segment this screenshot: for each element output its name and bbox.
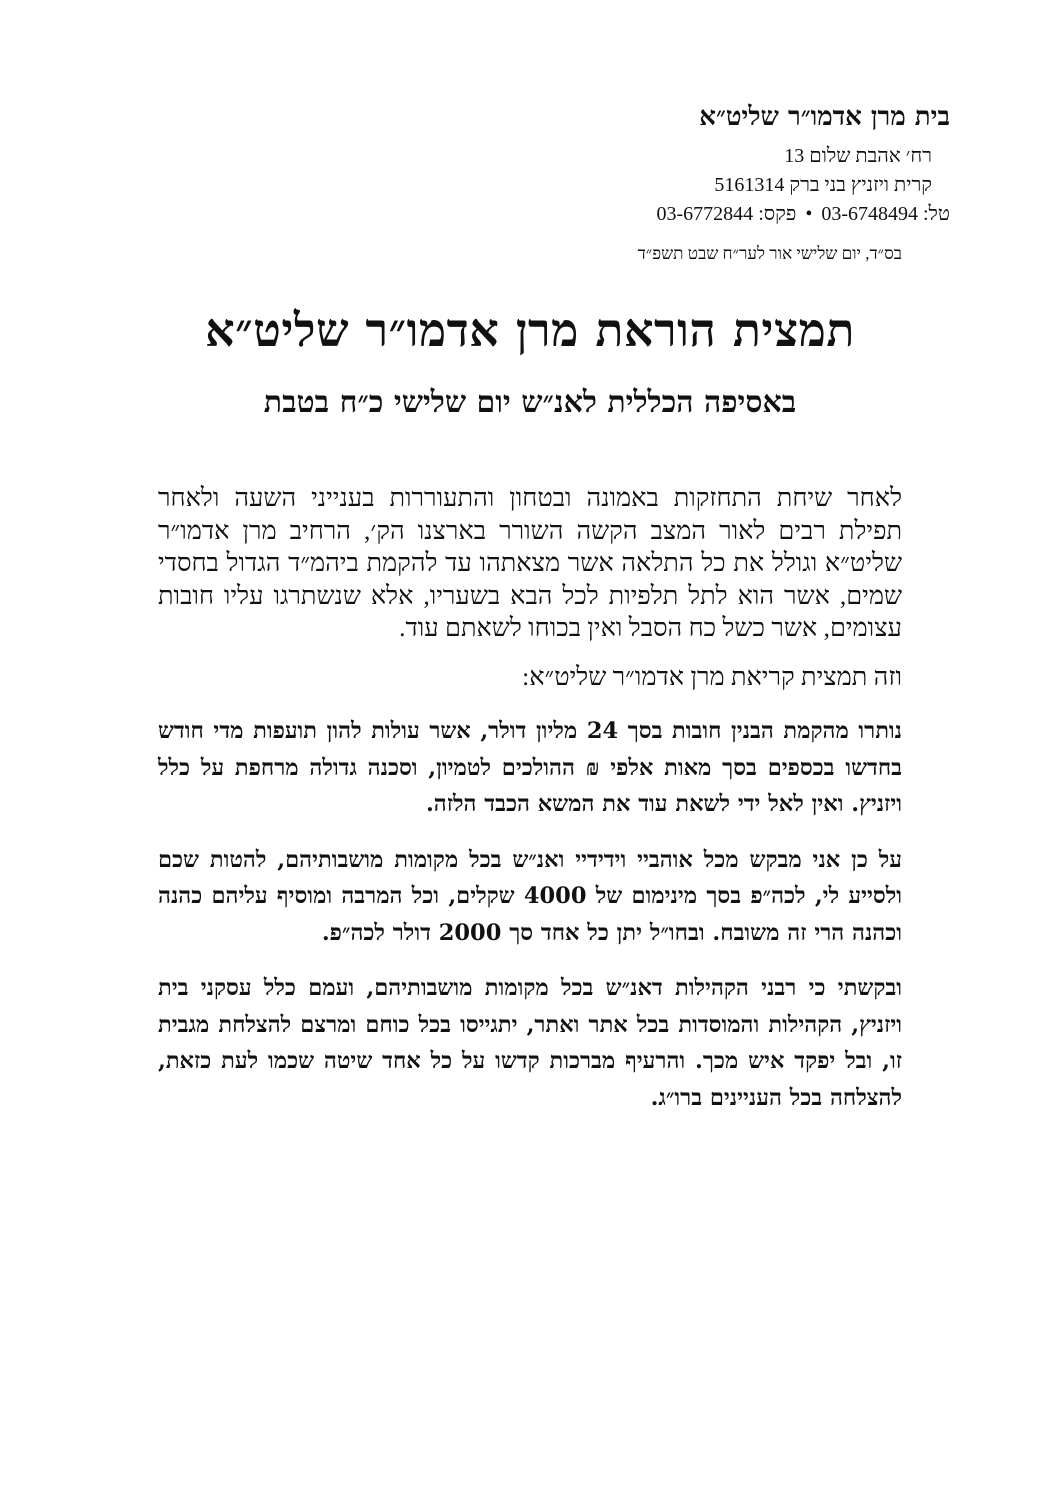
paragraph-call-heading: וזה תמצית קריאת מרן אדמו״ר שליט״א: (522, 661, 902, 691)
page-title: תמצית הוראת מרן אדמו״ר שליט״א (205, 303, 855, 357)
paragraph-blessing: ובקשתי כי רבני הקהילות דאנ״ש בכל מקומות מושבותיהם, ועמם כלל עסקני בית ויזניץ, הקהילות והמוסדות בכל אתר ואתר, יתגייסו בכל כוחם ומרצם להצלחת מגבית זו, ובל יפקד איש מכך. והרעיף מברכות קדשו על כל אחד שיטה שכמו לעת כזאת, להצלחה בכל העניינים ברו״ג. (158, 975, 902, 1111)
letterhead-contact (530, 200, 950, 229)
fax-label: פקס: (758, 203, 797, 225)
contact-separator: • (805, 203, 813, 225)
letterhead-city: קרית ויזניץ בני ברק 5161314 (714, 174, 932, 196)
page-subtitle: באסיפה הכללית לאנ״ש יום שלישי כ״ח בטבת (263, 385, 797, 420)
paragraph-intro: לאחר שיחת התחזקות באמונה ובטחון והתעוררות בענייני השעה ולאחר תפילת רבים לאור המצב הקשה השורר בארצנו הק׳, הרחיב מרן אדמו״ר שליט״א וגולל את כל התלאה אשר מצאתהו עד להקמת ביהמ״ד הגדול בחסדי שמים, אשר הוא לתל תלפיות לכל הבא בשעריו, אלא שנשתרגו עליו חובות עצומים, אשר כשל כח הסבל ואין בכוחו לשאתם עוד. (158, 483, 902, 642)
letter-body (158, 482, 902, 1116)
phone-label: טל: (923, 203, 950, 225)
letterhead (530, 100, 950, 229)
letterhead-name: בית מרן אדמו״ר שליט״א (699, 102, 950, 132)
dateline: בס״ד, יום שלישי אור לער״ח שבט תשפ״ד (637, 244, 902, 263)
fax-number: 03-6772844 (656, 203, 754, 225)
paragraph-debt: נותרו מהקמת הבנין חובות בסך 24 מליון דולר, אשר עולות להון תועפות מדי חודש בחדשו בכספים בסך מאות אלפי ₪ ההולכים לטמיון, וסכנה גדולה מרחפת על כלל ויזניץ. ואין לאל ידי לשאת עוד את המשא הכבד הלזה. (158, 718, 902, 817)
paragraph-request: על כן אני מבקש מכל אוהביי וידידיי ואנ״ש בכל מקומות מושבותיהם, להטות שכם ולסייע לי, לכה״פ בסך מינימום של 4000 שקלים, וכל המרבה ומוסיף עליהם כהנה וכהנה הרי זה משובח. ובחו״ל יתן כל אחד סך 2000 דולר לכה״פ. (158, 846, 902, 946)
letterhead-street: רח׳ אהבת שלום 13 (784, 145, 932, 167)
phone-number: 03-6748494 (821, 203, 918, 225)
